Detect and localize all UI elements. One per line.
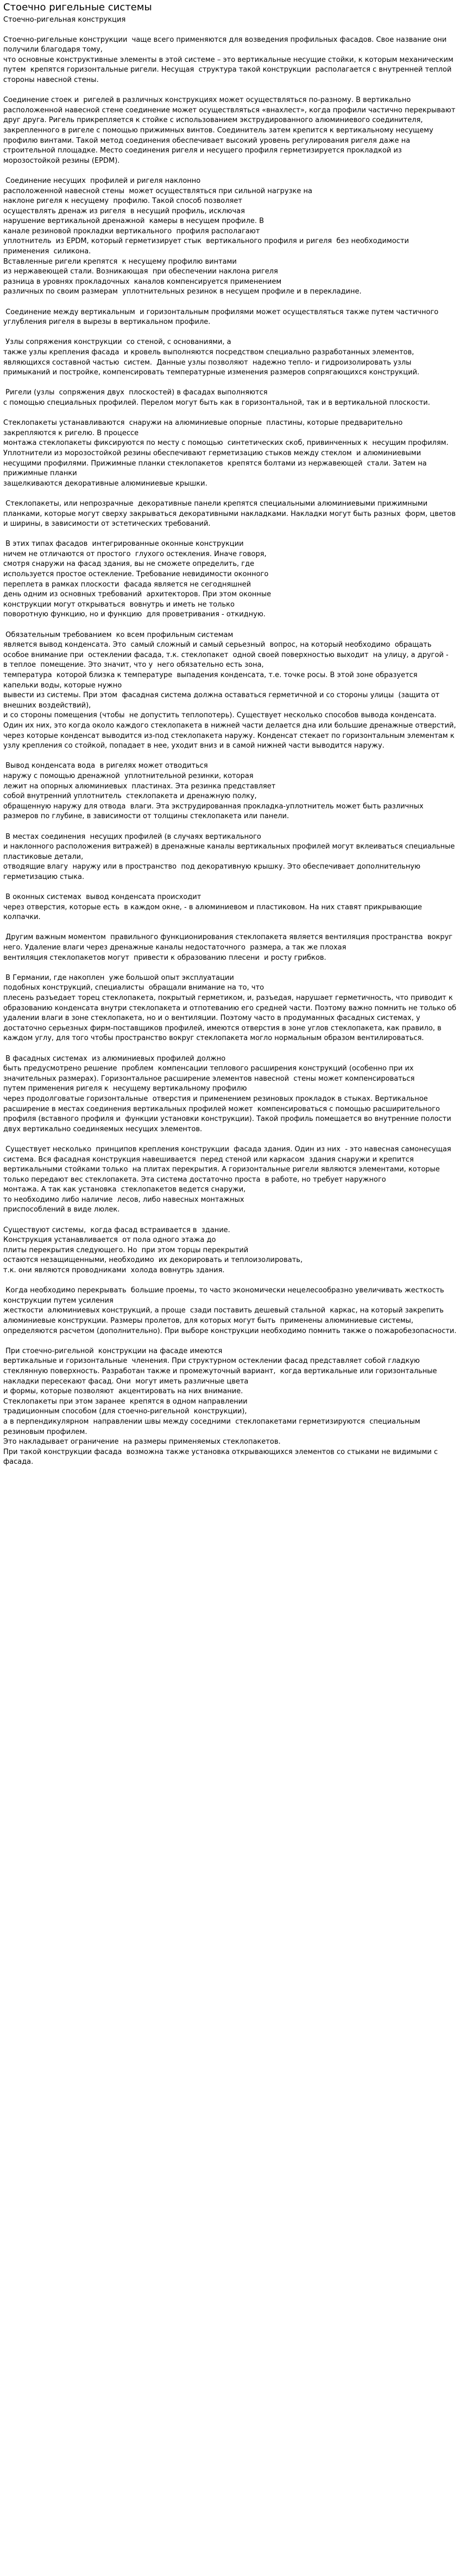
page-title: Стоечно ригельные системы (3, 2, 152, 13)
body-paragraph: В этих типах фасадов интегрированные оконные конструкции ничем не отличаются от простого глухого остекления. Иначе говоря, смотря снаружи на фасад здания, вы не сможете определить, где используется простое остекление. Требование невидимости оконного переплета в рамках плоскости фасада является не сегодняшней день одним из основных требований архитекторов. При этом оконные конструкции могут открываться вовнутрь и иметь не только поворотную функцию, но и функцию для проветривания - откидную. (3, 540, 272, 619)
body-paragraph: Когда необходимо перекрывать большие проемы, то часто экономически нецелесообразно увеличивать жесткость конструкции путем усиления жесткости алюминиевых конструкций, а проще сзади поставить дешевый стальной каркас, на который закрепить алюминиевые конструкции. Размеры пролетов, для которых могут быть применены алюминиевые системы, определяются расчетом (дополнительно). При выборе конструкции необходимо помнить также о пожаробезопасности. (3, 1286, 457, 1335)
body-paragraph: Стоечно-ригельные конструкции чаще всего применяются для возведения профильных фасадов. Свое название они получили благодаря тому, что основные конструктивные элементы в этой системе – это вертикальные несущие стойки, к которым механическим путем крепятся горизонтальные ригели. Несущая структура такой конструкции располагается с внутренней теплой стороны навесной стены. (3, 35, 453, 84)
article-subtitle: Стоечно-ригельная конструкция (3, 16, 126, 24)
body-paragraph: При стоечно-ригельной конструкции на фасаде имеются вертикальные и горизонтальные членения. При структурном остеклении фасад представляет собой гладкую стеклянную поверхность. Разработан также и промежуточный вариант, когда вертикальные или горизонтальные накладки пересекают фасад. Они могут иметь различные цвета и формы, которые позволяют акцентировать на них внимание. Стеклопакеты при этом заранее крепятся в одном направлении традиционным способом (для стоечно-ригельной конструкции), а в перпендикулярном направлении швы между соседними стеклопакетами герметизируются специальным резиновым профилем. Это накладывает ограничение на размеры применяемых стеклопакетов. При такой конструкции фасада возможна также установка открывающихся элементов со стыками не видимыми с фасада. (3, 1347, 438, 1466)
body-paragraph: Соединение стоек и ригелей в различных конструкциях может осуществляться по-разному. В вертикально расположенной навесной стене соединение может осуществляться «внахлест», когда профили частично перекрывают друг друга. Ригель прикрепляется к стойке с использованием экструдированного алюминиевого соединителя, закрепленного в ригеле с помощью прижимных винтов. Соединитель затем крепится к вертикальному несущему профилю винтами. Такой метод соединения обеспечивает высокий уровень регулирования ригеля даже на строительной площадке. Место соединения ригеля и несущего профиля герметизируется прокладкой из морозостойкой резины (EPDM). (3, 96, 458, 165)
body-paragraph: Существует несколько принципов крепления конструкции фасада здания. Один из них - это навесная самонесущая система. Вся фасадная конструкция навешивается перед стеной или каркасом здания снаружи и крепится вертикальными стойками только на плитах перекрытия. А горизонтальные ригели являются элементами, которые только передают вес стеклопакета. Эта система достаточно проста в работе, но требует наружного монтажа. А так как установка стеклопакетов ведется снаружи, то необходимо либо наличие лесов, либо навесных монтажных приспособлений в виде люлек. (3, 1145, 451, 1214)
article-body (3, 35, 457, 1468)
body-paragraph: В оконных системах вывод конденсата происходит через отверстия, которые есть в каждом окне, - в алюминиевом и пластиковом. На них ставят прикрывающие колпачки. (3, 893, 423, 922)
body-paragraph: В Германии, где накоплен уже большой опыт эксплуатации подобных конструкций, специалисты обращали внимание на то, что плесень разъедает торец стеклопакета, покрытый герметиком, и, разъедая, нарушает герметичность, что приводит к образованию конденсата внутри стеклопакета и отпотеванию его средней части. Поэтому важно помнить не только об удалении влаги в зоне стеклопакета, но и о вентиляции. Поэтому часто в продуманных фасадных системах, у достаточно серьезных фирм-поставщиков профилей, имеются отверстия в зоне углов стеклопакета, как правило, в каждом углу, для того чтобы пространство вокруг стеклопакета могло нормальным образом вентилироваться. (3, 973, 457, 1043)
body-paragraph: Другим важным моментом правильного функционирования стеклопакета является вентиляция пространства вокруг него. Удаление влаги через дренажные каналы недостаточного размера, а так же плохая вентиляция стеклопакетов могут привести к образованию плесени и росту грибков. (3, 933, 453, 962)
body-paragraph: Соединение между вертикальным и горизонтальным профилями может осуществляться также путем частичного углубления ригеля в вырезы в вертикальном профиле. (3, 308, 443, 327)
body-paragraph: Существуют системы, когда фасад встраивается в здание. Конструкция устанавливается от пола одного этажа до плиты перекрытия следующего. Но при этом торцы перекрытий остаются незащищенными, необходимо их декорировать и теплоизолировать, т.к. они являются проводниками холода вовнутрь здания. (3, 1226, 303, 1275)
body-paragraph: Вывод конденсата вода в ригелях может отводиться наружу с помощью дренажной уплотнительной резинки, которая лежит на опорных алюминиевых пластинах. Эта резинка представляет собой внутренний уплотнитель стеклопакета и дренажную полку, обращенную наружу для отвода влаги. Эта экструдированная прокладка-уплотнитель может быть различных размеров по глубине, в зависимости от толщины стеклопакета или панели. (3, 762, 424, 821)
body-paragraph: Стеклопакеты устанавливаются снаружи на алюминиевые опорные пластины, которые предварительно закрепляются к ригелю. В процессе монтажа стеклопакеты фиксируются по месту с помощью синтетических скоб, привинченных к несущим профилям. Уплотнители из морозостойкой резины обеспечивают герметизацию стыков между стеклом и алюминиевыми несущими профилями. Прижимные планки стеклопакетов крепятся болтами из нержавеющей стали. Затем на прижимные планки защелкиваются декоративные алюминиевые крышки. (3, 419, 449, 488)
body-paragraph: Узлы сопряжения конструкции со стеной, с основаниями, а также узлы крепления фасада и кровель выполняются посредством специально разработанных элементов, являющихся составной частью систем. Данные узлы позволяют надежно тепло- и гидроизолировать узлы примыканий и постройке, компенсировать температурные изменения размеров сопрягающихся конструкций. (3, 338, 420, 377)
body-paragraph: В фасадных системах из алюминиевых профилей должно быть предусмотрено решение проблем компенсации теплового расширения конструкций (особенно при их значительных размерах). Горизонтальное расширение элементов навесной стены может компенсироваться путем применения ригеля к несущему вертикальному профилю через продолговатые горизонтальные отверстия и применением резиновых прокладок в стыках. Вертикальное расширение в местах соединения вертикальных профилей может компенсироваться с помощью расширительного профиля (вставного профиля и функции установки конструкции). Такой профиль помещается во внутренние полости двух вертикально соединяемых несущих элементов. (3, 1054, 451, 1133)
body-paragraph: Ригели (узлы сопряжения двух плоскостей) в фасадах выполняются с помощью специальных профилей. Перелом могут быть как в горизонтальной, так и в вертикальной плоскости. (3, 388, 430, 407)
body-paragraph: В местах соединения несущих профилей (в случаях вертикального и наклонного расположения витражей) в дренажные каналы вертикальных профилей могут вклеиваться специальные пластиковые детали, отводящие влагу наружу или в пространство под декоративную крышку. Это обеспечивает дополнительную герметизацию стыка. (3, 832, 455, 881)
body-paragraph: Соединение несущих профилей и ригеля наклонно расположенной навесной стены может осуществляться при сильной нагрузке на наклоне ригеля к несущему профилю. Такой способ позволяет осуществлять дренаж из ригеля в несущий профиль, исключая нарушение вертикальной дренажной камеры в несущем профиле. В канале резиновой прокладки вертикального профиля располагают уплотнитель из EPDM, который герметизирует стык вертикального профиля и ригеля без необходимости применения силикона. Вставленные ригели крепятся к несущему профилю винтами из нержавеющей стали. Возникающая при обеспечении наклона ригеля разница в уровнях прокладочных каналов компенсируется применением различных по своим размерам уплотнительных резинок в несущем профиле и в перекладине. (3, 176, 409, 296)
body-paragraph: Обязательным требованием ко всем профильным системам является вывод конденсата. Это самый сложный и самый серьезный вопрос, на который необходимо обращать особое внимание при остеклении фасада, т.к. стеклопакет одной своей поверхностью выходит на улицу, а другой - в теплое помещение. Это значит, что у него обязательно есть зона, температура которой близка к температуре выпадения конденсата, т.е. точке росы. В этой зоне образуется капельки воды, которые нужно вывести из системы. При этом фасадная система должна оставаться герметичной и со стороны улицы (защита от внешних воздействий), и со стороны помещения (чтобы не допустить теплопотерь). Существует несколько способов вывода конденсата. Один их них, это когда около каждого стеклопакета в нижней части делается дна или большие дренажные отверстий, через которые конденсат выводится из-под стеклопакета наружу. Конденсат стекает по горизонтальным элементам к узлу крепления со стойкой, попадает в нее, уходит вниз и в самой нижней части выводится наружу. (3, 630, 456, 750)
body-paragraph: Стеклопакеты, или непрозрачные декоративные панели крепятся специальными алюминиевыми прижимными планками, которые могут сверху закрываться декоративными накладками. Накладки могут быть разных форм, цветов и ширины, в зависимости от эстетических требований. (3, 499, 458, 528)
